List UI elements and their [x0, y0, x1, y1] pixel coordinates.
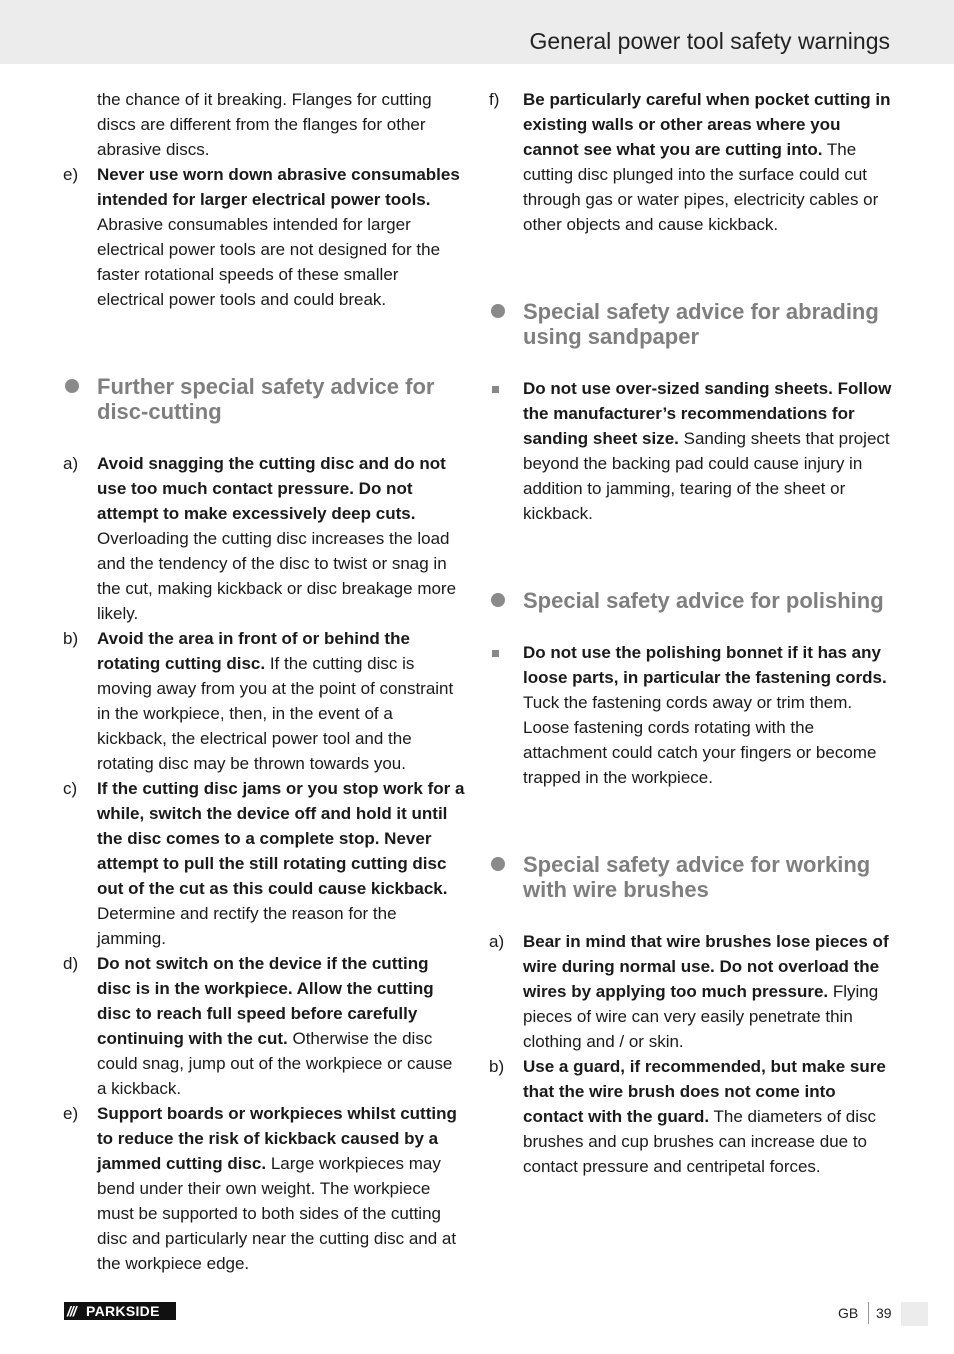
- warning-bold: Support boards or workpieces whilst cutting to reduce the risk of kickback caused by a jammed cutting disc.: [97, 1104, 457, 1173]
- warning-bold: If the cutting disc jams or you stop work for a while, switch the device off and hold it until the disc comes to a complete stop. Never attempt to pull the still rotating cutting disc out of the cut as this could cause kickback.: [97, 779, 465, 898]
- warning-bold: Bear in mind that wire brushes lose pieces of wire during normal use. Do not overload the wires by applying too much pressure.: [523, 932, 889, 1001]
- section-heading-polishing: [489, 588, 893, 613]
- left-column: [63, 87, 465, 1276]
- warning-text: If the cutting disc is moving away from you at the point of constraint in the workpiece, then, in the event of a kickback, the electrical power tool and the rotating disc may be thrown towards you.: [97, 654, 454, 773]
- warning-text: Determine and rectify the reason for the jamming.: [97, 904, 397, 948]
- warning-text: The cutting disc plunged into the surface could cut through gas or water pipes, electricity cables or other objects and cause kickback.: [523, 140, 879, 234]
- list-item-e: [63, 1101, 465, 1276]
- section-heading-sandpaper: [489, 299, 893, 349]
- footer-tab: [901, 1302, 928, 1326]
- list-marker: d): [63, 954, 79, 973]
- list-marker: b): [63, 629, 79, 648]
- continued-paragraph: the chance of it breaking. Flanges for cutting discs are different from the flanges for other abrasive discs.: [97, 90, 432, 159]
- list-item-c: [63, 776, 465, 951]
- right-column: [489, 87, 893, 1179]
- warning-bold: Be particularly careful when pocket cutting in existing walls or other areas where you cannot see what you are cutting into.: [523, 90, 891, 159]
- heading-text: Special safety advice for abrading using sandpaper: [523, 299, 879, 349]
- page-header: [0, 0, 954, 64]
- square-bullet-icon: [492, 386, 499, 393]
- warning-bold: Do not use over-sized sanding sheets. Follow the manufacturer’s recommendations for sanding sheet size.: [523, 379, 892, 448]
- list-item-d: [63, 951, 465, 1101]
- bullet-dot-icon: [491, 593, 505, 607]
- warning-text: The diameters of disc brushes and cup brushes can increase due to contact pressure and centripetal forces.: [523, 1107, 876, 1176]
- warning-text: Flying pieces of wire can very easily penetrate thin clothing and / or skin.: [523, 982, 879, 1051]
- parkside-logo: [64, 1302, 176, 1320]
- list-item-sanding: [489, 376, 893, 526]
- logo-slashes: ///: [67, 1303, 76, 1319]
- warning-bold: Do not use the polishing bonnet if it has any loose parts, in particular the fastening cords.: [523, 643, 887, 687]
- bullet-dot-icon: [65, 379, 79, 393]
- list-item-a: [63, 451, 465, 626]
- warning-bold: Use a guard, if recommended, but make sure that the wire brush does not come into contact with the guard.: [523, 1057, 886, 1126]
- warning-bold: Do not switch on the device if the cutting disc is in the workpiece. Allow the cutting disc to reach full speed before carefully continuing with the cut.: [97, 954, 434, 1048]
- warning-text: Abrasive consumables intended for larger electrical power tools are not designed for the faster rotational speeds of these smaller electrical power tools and could break.: [97, 215, 441, 309]
- heading-text: Special safety advice for working with wire brushes: [523, 852, 871, 902]
- warning-text: Large workpieces may bend under their own weight. The workpiece must be supported to both sides of the cutting disc and particularly near the cutting disc and at the workpiece edge.: [97, 1154, 457, 1273]
- list-item-polishing: [489, 640, 893, 790]
- warning-text: Sanding sheets that project beyond the backing pad could cause injury in addition to jamming, tearing of the sheet or kickback.: [523, 429, 890, 523]
- list-item-e: [63, 162, 465, 312]
- logo-brand: PARKSIDE: [86, 1303, 160, 1319]
- list-marker: a): [489, 932, 505, 951]
- list-marker: c): [63, 779, 78, 798]
- list-marker: b): [489, 1057, 505, 1076]
- list-marker: f): [489, 90, 500, 109]
- page-title: General power tool safety warnings: [529, 28, 890, 54]
- section-heading-wire-brushes: [489, 852, 893, 902]
- heading-text: Further special safety advice for disc-cutting: [97, 374, 435, 424]
- list-marker: a): [63, 454, 79, 473]
- warning-bold: Avoid snagging the cutting disc and do not use too much contact pressure. Do not attempt to make excessively deep cuts.: [97, 454, 446, 523]
- list-item-f: [489, 87, 893, 237]
- page-number: 39: [876, 1305, 892, 1321]
- language-code: GB: [838, 1305, 859, 1321]
- list-marker: e): [63, 1104, 79, 1123]
- list-item-b: [489, 1054, 893, 1179]
- warning-bold: Avoid the area in front of or behind the rotating cutting disc.: [97, 629, 410, 673]
- square-bullet-icon: [492, 650, 499, 657]
- warning-text: Overloading the cutting disc increases the load and the tendency of the disc to twist or snag in the cut, making kickback or disc breakage more likely.: [97, 529, 457, 623]
- bullet-dot-icon: [491, 304, 505, 318]
- warning-text: Otherwise the disc could snag, jump out of the workpiece or cause a kickback.: [97, 1029, 453, 1098]
- list-item-a: [489, 929, 893, 1054]
- list-item-b: [63, 626, 465, 776]
- list-marker: e): [63, 165, 79, 184]
- heading-text: Special safety advice for polishing: [523, 588, 884, 613]
- warning-bold: Never use worn down abrasive consumables intended for larger electrical power tools.: [97, 165, 460, 209]
- footer-divider: [868, 1302, 869, 1324]
- bullet-dot-icon: [491, 857, 505, 871]
- section-heading-disc-cutting: [63, 374, 465, 424]
- warning-text: Tuck the fastening cords away or trim them. Loose fastening cords rotating with the attachment could catch your fingers or become trapped in the workpiece.: [523, 693, 877, 787]
